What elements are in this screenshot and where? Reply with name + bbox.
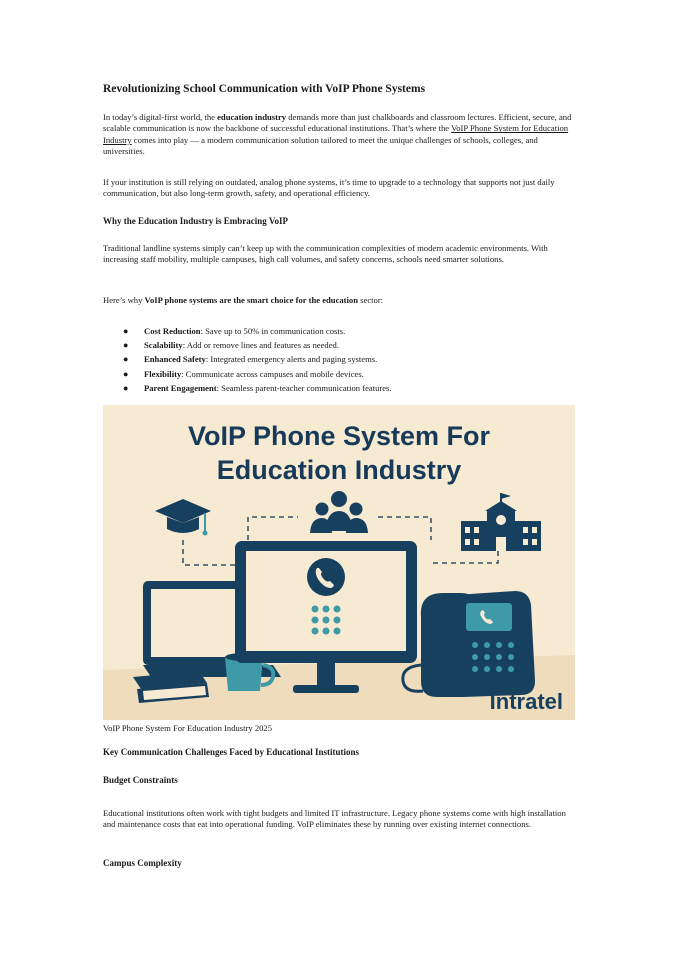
benefit-desc: : Add or remove lines and features as needed. [182, 340, 339, 351]
why-paragraph: Traditional landline systems simply can’t keep up with the communication complexities of modern academic environments. With increasing staff mobility, multiple campuses, high call volumes, and safety concerns, schools need smarter solutions. [103, 243, 548, 265]
heading-why-embracing: Why the Education Industry is Embracing VoIP [103, 216, 289, 226]
page-title: Revolutionizing School Communication with VoIP Phone Systems [103, 83, 426, 95]
bullet-icon: ● [123, 326, 129, 336]
voip-education-link[interactable]: VoIP Phone System for Education Industry [103, 123, 569, 145]
subheading-campus: Campus Complexity [103, 858, 182, 868]
benefit-desc: : Save up to 50% in communication costs. [200, 326, 346, 336]
hero-title-line2: Education Industry [216, 455, 462, 485]
intro-bold-term: education industry [217, 112, 287, 122]
heading-challenges: Key Communication Challenges Faced by Educational Institutions [103, 747, 360, 757]
benefits-list [103, 324, 575, 395]
bullet-icon: ● [123, 368, 129, 379]
keypad-dots [312, 606, 341, 635]
benefit-desc: : Integrated emergency alerts and paging systems. [205, 354, 378, 365]
school-building-icon [461, 493, 541, 551]
benefit-desc: : Communicate across campuses and mobile devices. [181, 368, 364, 379]
benefit-term: Parent Engagement [144, 382, 217, 393]
benefit-desc: : Seamless parent-teacher communication features. [216, 382, 392, 393]
lead-text: Here’s why [103, 295, 145, 305]
intro-paragraph-1 [103, 112, 575, 158]
budget-paragraph: Educational institutions often work with tight budgets and limited IT infrastructure. Legacy phone systems come with high installation and maintenance costs that eat into operational funding. VoIP eliminates these by running over existing internet connections. [103, 808, 566, 830]
intro-text: comes into play — a modern communication solution tailored to meet the unique challenges of schools, colleges, and universities. [103, 134, 538, 157]
list-item [103, 381, 575, 395]
intro-text: In today’s digital-first world, the [103, 112, 218, 122]
intro-paragraph-2: If your institution is still relying on outdated, analog phone systems, it’s time to upgrade to a technology that supports not just daily communication, but also long-term growth, safety, and operational efficiency. [103, 177, 555, 199]
image-caption: VoIP Phone System For Education Industry 2025 [103, 723, 273, 733]
hero-illustration [103, 405, 575, 720]
list-item [103, 367, 575, 381]
hero-title-line1: VoIP Phone System For [187, 421, 491, 451]
lead-text: sector: [358, 295, 384, 305]
list-item [103, 352, 575, 366]
benefit-term: Flexibility [144, 368, 182, 379]
phone-handset-icon [307, 558, 345, 596]
bullet-icon: ● [123, 354, 129, 365]
bullet-icon: ● [123, 340, 129, 351]
list-item [103, 324, 575, 338]
list-item [103, 338, 575, 352]
lead-bold: VoIP phone systems are the smart choice for the education [144, 295, 359, 305]
subheading-budget: Budget Constraints [103, 775, 178, 785]
benefit-term: Enhanced Safety [144, 354, 206, 365]
benefit-term: Cost Reduction [144, 326, 201, 336]
graduation-cap-icon [155, 499, 211, 536]
people-icon [310, 491, 368, 533]
brand-logo: Intratel [489, 689, 563, 714]
benefit-term: Scalability [144, 340, 183, 351]
intro-text: demands more than just chalkboards and classroom lectures. Efficient, secure, and scalable communication is now the backbone of successful educational institutions. That’s where the [103, 112, 572, 134]
why-lead [103, 295, 575, 306]
bullet-icon: ● [123, 382, 129, 393]
desk-phone-icon [403, 591, 535, 697]
